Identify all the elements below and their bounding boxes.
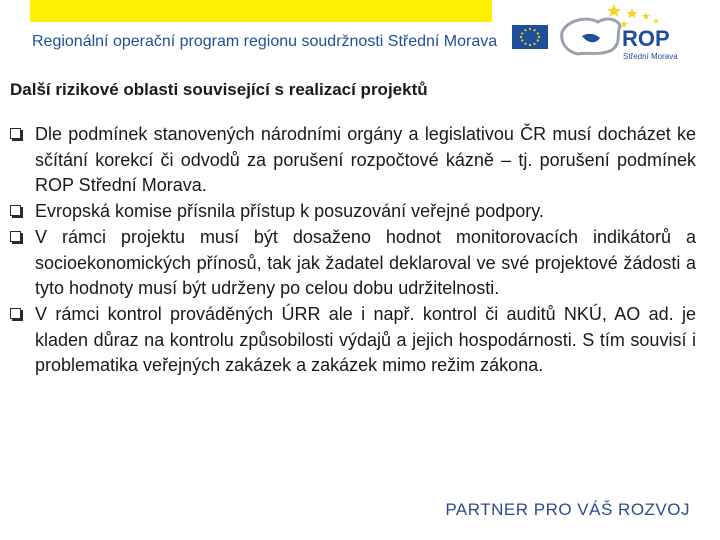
bullet-item — [8, 199, 696, 225]
rop-logo-text: ROP — [622, 26, 670, 51]
bullet-text: Evropská komise přísnila přístup k posuzování veřejné podpory. — [35, 201, 544, 222]
slide-title: Další rizikové oblasti související s realizací projektů — [10, 80, 428, 99]
bullet-text: V rámci projektu musí být dosaženo hodnot monitorovacích indikátorů a socioekonomických přínosů, tak jak žadatel deklaroval ve své projektové žádosti a tyto hodnoty musí být udrženy po celou dobu udržitelnosti. — [35, 226, 696, 299]
checkbox-bullet-icon — [10, 308, 21, 319]
checkbox-bullet-icon — [10, 231, 21, 242]
checkbox-bullet-icon — [10, 205, 21, 216]
bullet-text: Dle podmínek stanovených národními orgány a legislativou ČR musí docházet ke sčítání korekcí či odvodů za porušení rozpočtové kázně – tj. porušení podmínek ROP Střední Morava. — [35, 124, 696, 196]
header — [0, 0, 720, 70]
bullet-text: V rámci kontrol prováděných ÚRR ale i např. kontrol či auditů NKÚ, AO ad. je kladen důraz na kontrolu způsobilosti výdajů a jejich hospodárnosti. S tím souvisí i problematika veřejných zakázek a zakázek mimo režim zákona. — [35, 303, 696, 376]
bullet-item — [8, 302, 696, 379]
eu-flag-icon — [512, 25, 548, 49]
checkbox-bullet-icon — [10, 128, 21, 139]
program-title: Regionální operační program regionu soudržnosti Střední Morava — [32, 33, 498, 50]
footer-slogan: PARTNER PRO VÁŠ ROZVOJ — [445, 500, 690, 519]
bullet-item — [8, 122, 696, 199]
yellow-bar — [30, 0, 492, 22]
bullet-list — [8, 122, 696, 379]
bullet-item — [8, 225, 696, 302]
rop-logo-subtitle: Střední Morava — [623, 52, 678, 61]
